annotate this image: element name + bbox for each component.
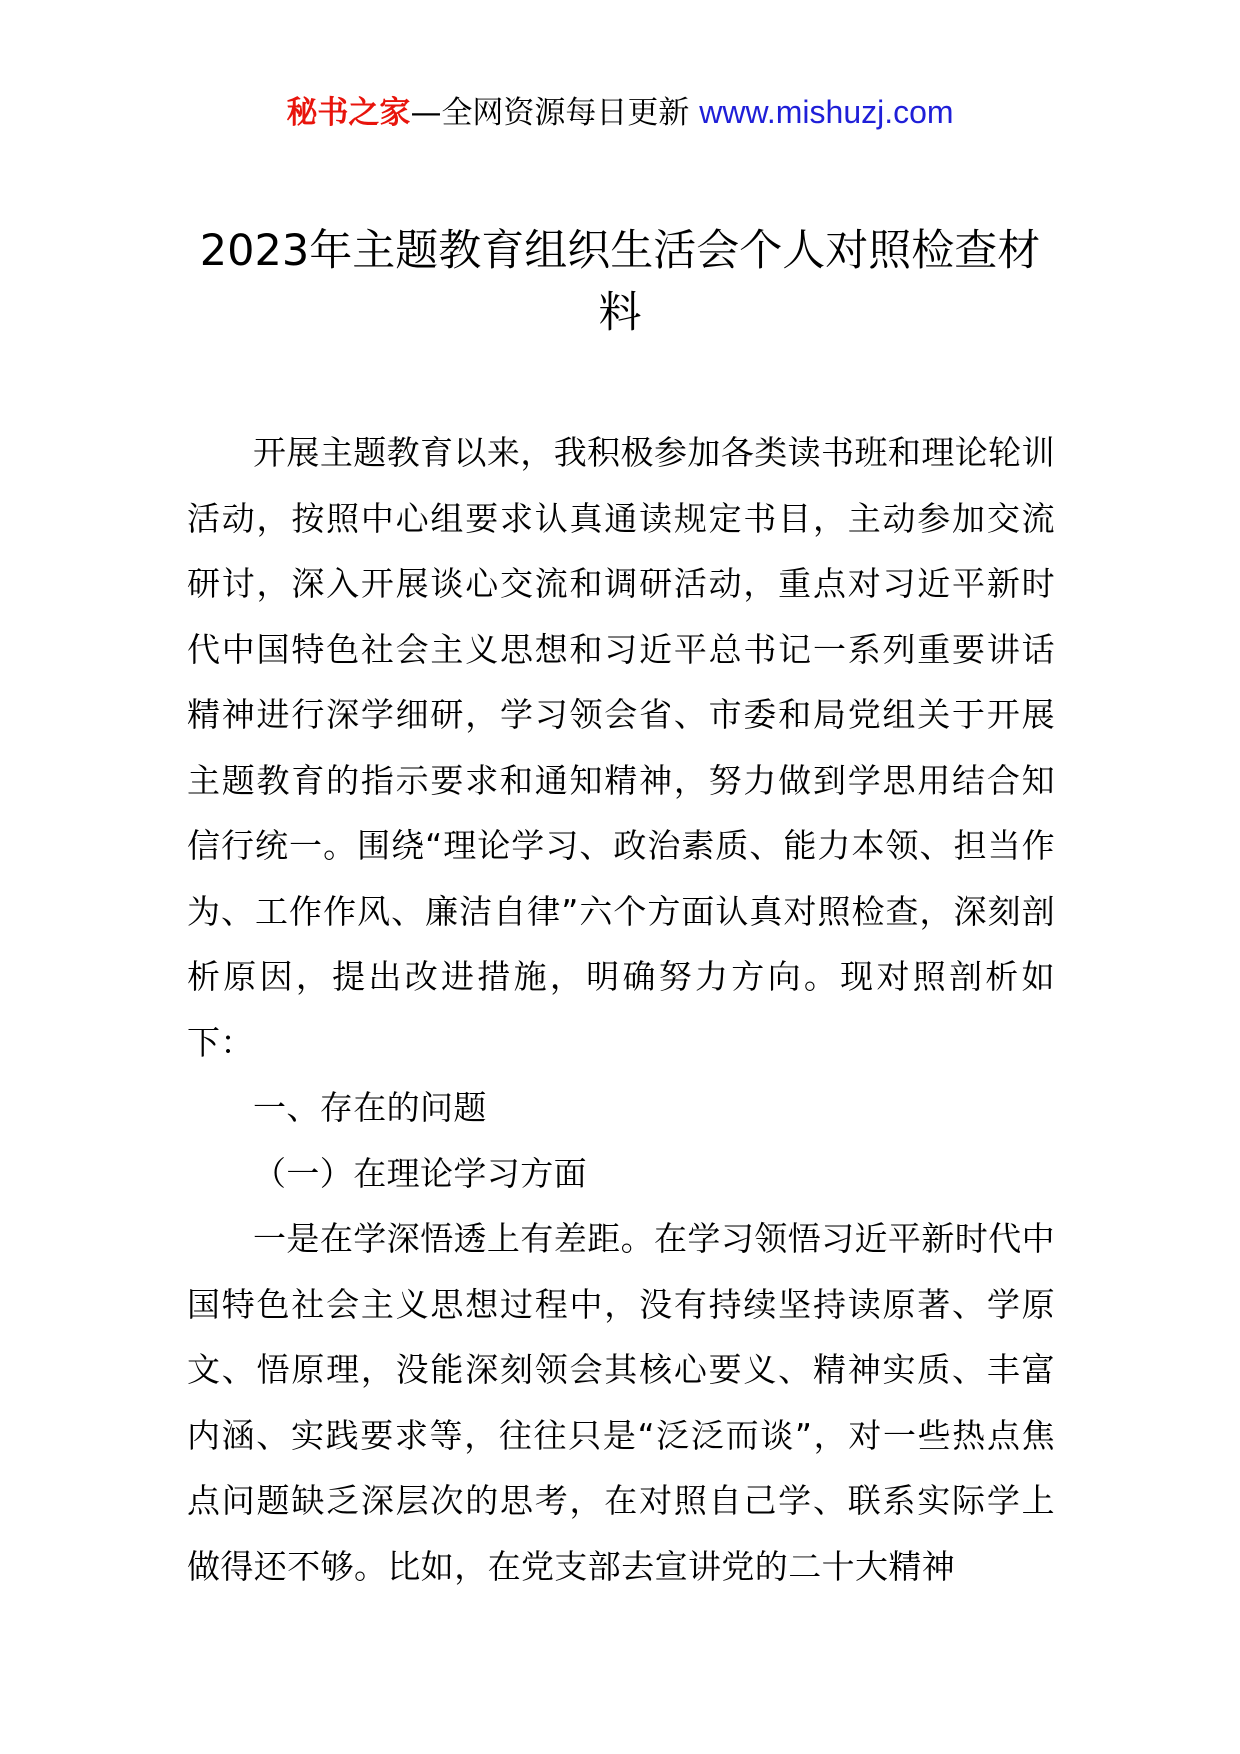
body-paragraph: 一是在学深悟透上有差距。在学习领悟习近平新时代中国特色社会主义思想过程中，没有持续坚持读原著、学原文、悟原理，没能深刻领会其核心要义、精神实质、丰富内涵、实践要求等，往往只是“泛泛而谈”，对一些热点焦点问题缺乏深层次的思考，在对照自己学、联系实际学上做得还不够。比如，在党支部去宣讲党的二十大精神 [187, 1219, 1055, 1586]
document-title: 2023年主题教育组织生活会个人对照检查材料 [199, 226, 1041, 338]
site-header [0, 92, 1240, 133]
brand-name: 秘书之家 [286, 95, 411, 131]
document-body [187, 420, 1055, 1599]
section-heading: 一、存在的问题 [253, 1088, 487, 1127]
site-url-link[interactable]: www.mishuzj.com [699, 94, 954, 130]
intro-paragraph: 开展主题教育以来，我积极参加各类读书班和理论轮训活动，按照中心组要求认真通读规定书目，主动参加交流研讨，深入开展谈心交流和调研活动，重点对习近平新时代中国特色社会主义思想和习近平总书记一系列重要讲话精神进行深学细研，学习领会省、市委和局党组关于开展主题教育的指示要求和通知精神，努力做到学思用结合知信行统一。围绕“理论学习、政治素质、能力本领、担当作为、工作作风、廉洁自律”六个方面认真对照检查，深刻剖析原因，提出改进措施，明确努力方向。现对照剖析如下： [187, 433, 1055, 1062]
header-tagline: —全网资源每日更新 [410, 95, 700, 131]
subsection-heading: （一）在理论学习方面 [253, 1153, 587, 1193]
